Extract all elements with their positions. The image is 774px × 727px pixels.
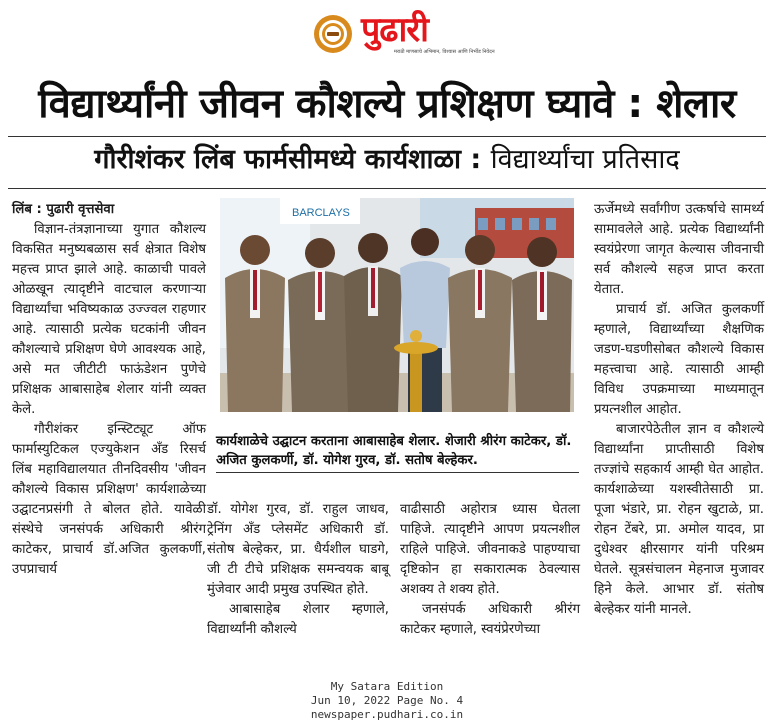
headline-divider bbox=[8, 136, 766, 137]
column-4 bbox=[594, 200, 764, 620]
col4-para-3: बाजारपेठेतील ज्ञान व कौशल्ये विद्यार्थ्यांना प्राप्तीसाठी विशेष तज्ज्ञांचे सहकार्य आम्ही घेत आहोत. कार्यशाळेच्या यशस्वीतेसाठी प्रा. पूजा भंडारे, प्रा. रोहन खुटाळे, प्रा. रोहन टेंबरे, प्रा. अमोल यादव, प्रा दुधेश्वर क्षीरसागर यांनी परिश्रम घेतले. सूत्रसंचालन मेहनाज मुजावर हिने केले. आभार डॉ. संतोष बेल्हेकर यांनी मानले. bbox=[594, 422, 764, 617]
subheadline bbox=[0, 140, 774, 180]
headline: विद्यार्थ्यांनी जीवन कौशल्ये प्रशिक्षण घ्यावे : शेलार bbox=[38, 81, 736, 127]
source-url[interactable]: newspaper.pudhari.co.in bbox=[310, 708, 464, 721]
column-1 bbox=[12, 200, 206, 580]
subhead-main: गौरीशंकर लिंब फार्मसीमध्ये कार्यशाळा : bbox=[94, 144, 482, 175]
event-photo-illustration bbox=[220, 198, 574, 412]
col2-para-2: आबासाहेब शेलार म्हणाले, विद्यार्थ्यांनी कौशल्ये bbox=[207, 602, 389, 637]
column-2 bbox=[207, 500, 389, 640]
brand-tagline: मराठी माणसाचे अभिमान, विश्वास आणि निर्भीड निवेदन bbox=[394, 49, 495, 55]
anniversary-seal-icon bbox=[313, 14, 353, 54]
page-footer bbox=[0, 680, 774, 722]
col4-para-2: प्राचार्य डॉ. अजित कुलकर्णी म्हणाले, विद्यार्थ्यांच्या शैक्षणिक जडण-घडणीसोबत कौशल्ये विकास महत्त्वाचा आहे. त्यासाठी आम्ही विविध उपक्रमाच्या माध्यमातून प्रयत्नशील आहोत. bbox=[594, 302, 764, 417]
edition-label: My Satara Edition bbox=[330, 680, 444, 693]
caption-divider bbox=[216, 472, 579, 473]
event-photo bbox=[220, 198, 574, 412]
masthead bbox=[0, 4, 774, 64]
column-3 bbox=[400, 500, 580, 640]
col4-para-1: ऊर्जेमध्ये सर्वांगीण उत्कर्षाचे सामर्थ्य सामावलेले आहे. प्रत्येक विद्यार्थ्यांनी स्वयंप्रेरणा जागृत केल्यास जीवनाची सर्व कौशल्ये सहज प्राप्त करता येतात. bbox=[594, 202, 764, 297]
col3-para-1: वाढीसाठी अहोरात्र ध्यास घेतला पाहिजे. त्यादृष्टीने आपण प्रयत्नशील राहिले पाहिजे. जीवनाकडे पाहण्याचा दृष्टिकोन हा सकारात्मक ठेवल्यास अशक्य ते शक्य होते. bbox=[400, 502, 580, 597]
col1-para-2: गौरीशंकर इन्स्टिट्यूट ऑफ फार्मास्युटिकल एज्युकेशन अँड रिसर्च लिंब महाविद्यालयात तीनदिवसीय 'जीवन कौशल्ये विकास प्रशिक्षण' कार्यशाळेच्या उद्घाटनप्रसंगी ते बोलत होते. यावेळी संस्थेचे जनसंपर्क अधिकारी श्रीरंग काटेकर, प्राचार्य डॉ.अजित कुलकर्णी, उपप्राचार्य bbox=[12, 422, 206, 577]
subhead-divider bbox=[8, 188, 766, 189]
barclays-sign: BARCLAYS bbox=[292, 207, 350, 219]
subhead-tail: विद्यार्थ्यांचा प्रतिसाद bbox=[490, 144, 680, 175]
edition-date: Jun 10, 2022 Page No. 4 bbox=[310, 694, 464, 707]
col3-para-2: जनसंपर्क अधिकारी श्रीरंग काटेकर म्हणाले, स्वयंप्रेरणेच्या bbox=[400, 602, 580, 637]
col2-para-1: डॉ. योगेश गुरव, डॉ. राहुल जाधव, ट्रेनिंग अँड प्लेसमेंट अधिकारी डॉ. संतोष बेल्हेकर, प्रा. धैर्यशील घाडगे, जी टी टीचे प्रशिक्षक समन्वयक बाबू मुंजेवार आदी प्रमुख उपस्थित होते. bbox=[207, 502, 389, 597]
dateline: लिंब : पुढारी वृत्तसेवा bbox=[12, 202, 115, 217]
photo-caption: कार्यशाळेचे उद्घाटन करताना आबासाहेब शेलार. शेजारी श्रीरंग काटेकर, डॉ. अजित कुलकर्णी, डॉ. योगेश गुरव, डॉ. सतोष बेल्हेकर. bbox=[216, 434, 572, 468]
col1-para-1: विज्ञान-तंत्रज्ञानाच्या युगात कौशल्य विकसित मनुष्यबळास सर्व क्षेत्रात विशेष महत्त्व प्राप्त झाले आहे. काळाची पावले ओळखून त्यादृष्टीने वाटचाल करणाऱ्या विद्यार्थ्यांचा भविष्यकाळ उज्ज्वल राहणार आहे. त्यासाठी प्रत्येक घटकांनी जीवन कौशल्याचे प्रशिक्षण घेणे आवश्यक आहे, असे मत जीटीटी फाऊंडेशन पुणेचे प्रशिक्षक आबासाहेब शेलार यांनी व्यक्त केले. bbox=[12, 222, 206, 417]
brand-logo: पुढारी bbox=[361, 10, 428, 50]
